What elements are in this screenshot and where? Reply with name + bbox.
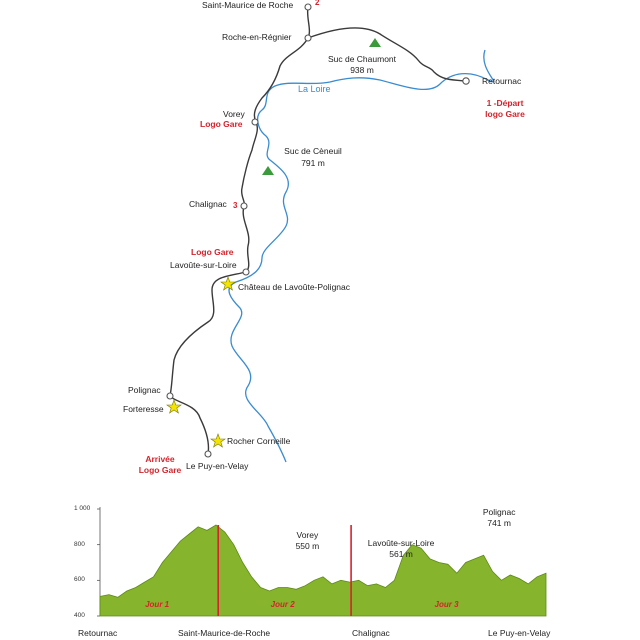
- label-suc-ceneuil: Suc de Cèneuil: [284, 146, 342, 156]
- x-stop-label: Saint-Maurice-de-Roche: [178, 628, 271, 638]
- profile-annotation: [356, 538, 446, 560]
- label-chalignac: Chalignac: [189, 199, 227, 209]
- y-tick-label: 400: [74, 612, 85, 619]
- profile-annotation: [454, 507, 544, 529]
- y-tick-label: 600: [74, 576, 85, 584]
- profile-annotation-value: 561 m: [389, 549, 413, 559]
- y-tick-label: 1 000: [74, 505, 91, 512]
- label-rocher-corneille: Rocher Corneille: [227, 436, 291, 446]
- label-la-loire: La Loire: [298, 84, 331, 94]
- profile-annotation-value: 550 m: [295, 541, 320, 551]
- x-stop-label: Chalignac: [352, 628, 390, 638]
- label-suc-chaumont: Suc de Chaumont: [327, 54, 397, 64]
- x-stop-label: Le Puy-en-Velay: [488, 628, 551, 638]
- x-stop-label: Retournac: [78, 628, 118, 638]
- profile-annotation-name: Vorey: [296, 530, 319, 540]
- label-polignac: Polignac: [128, 385, 161, 395]
- label-suc-chaumont-alt: 938 m: [350, 65, 374, 75]
- label-arrivee: Arrivée: [145, 454, 175, 464]
- label-arrivee-logo-gare: Logo Gare: [138, 465, 182, 475]
- label-chateau: Château de Lavoûte-Polignac: [238, 282, 350, 292]
- label-suc-ceneuil-alt: 791 m: [301, 158, 325, 168]
- profile-annotation-value: 741 m: [487, 518, 511, 528]
- badge-2: 2: [315, 0, 320, 7]
- label-vorey: Vorey: [223, 109, 245, 119]
- profile-annotation-name: Polignac: [482, 507, 516, 517]
- label-depart: 1 -Départ: [486, 98, 524, 108]
- profile-annotation: [262, 530, 352, 552]
- day-label: Jour 1: [145, 600, 170, 609]
- y-tick-label: 800: [74, 540, 85, 548]
- profile-annotation-name: Lavoûte-sur-Loire: [367, 538, 435, 548]
- day-label: Jour 3: [434, 600, 459, 609]
- label-lavoute-logo-gare: Logo Gare: [191, 247, 234, 257]
- badge-3: 3: [233, 201, 238, 210]
- label-depart-logo-gare: logo Gare: [485, 109, 525, 119]
- label-saint-maurice: Saint-Maurice de Roche: [202, 0, 294, 10]
- label-roche-en-regnier: Roche-en-Régnier: [222, 32, 292, 42]
- label-vorey-logo-gare: Logo Gare: [200, 119, 243, 129]
- label-forteresse: Forteresse: [123, 404, 164, 414]
- label-lavoute: Lavoûte-sur-Loire: [170, 260, 237, 270]
- day-label: Jour 2: [270, 600, 295, 609]
- label-retournac: Retournac: [482, 76, 522, 86]
- label-le-puy: Le Puy-en-Velay: [186, 461, 249, 471]
